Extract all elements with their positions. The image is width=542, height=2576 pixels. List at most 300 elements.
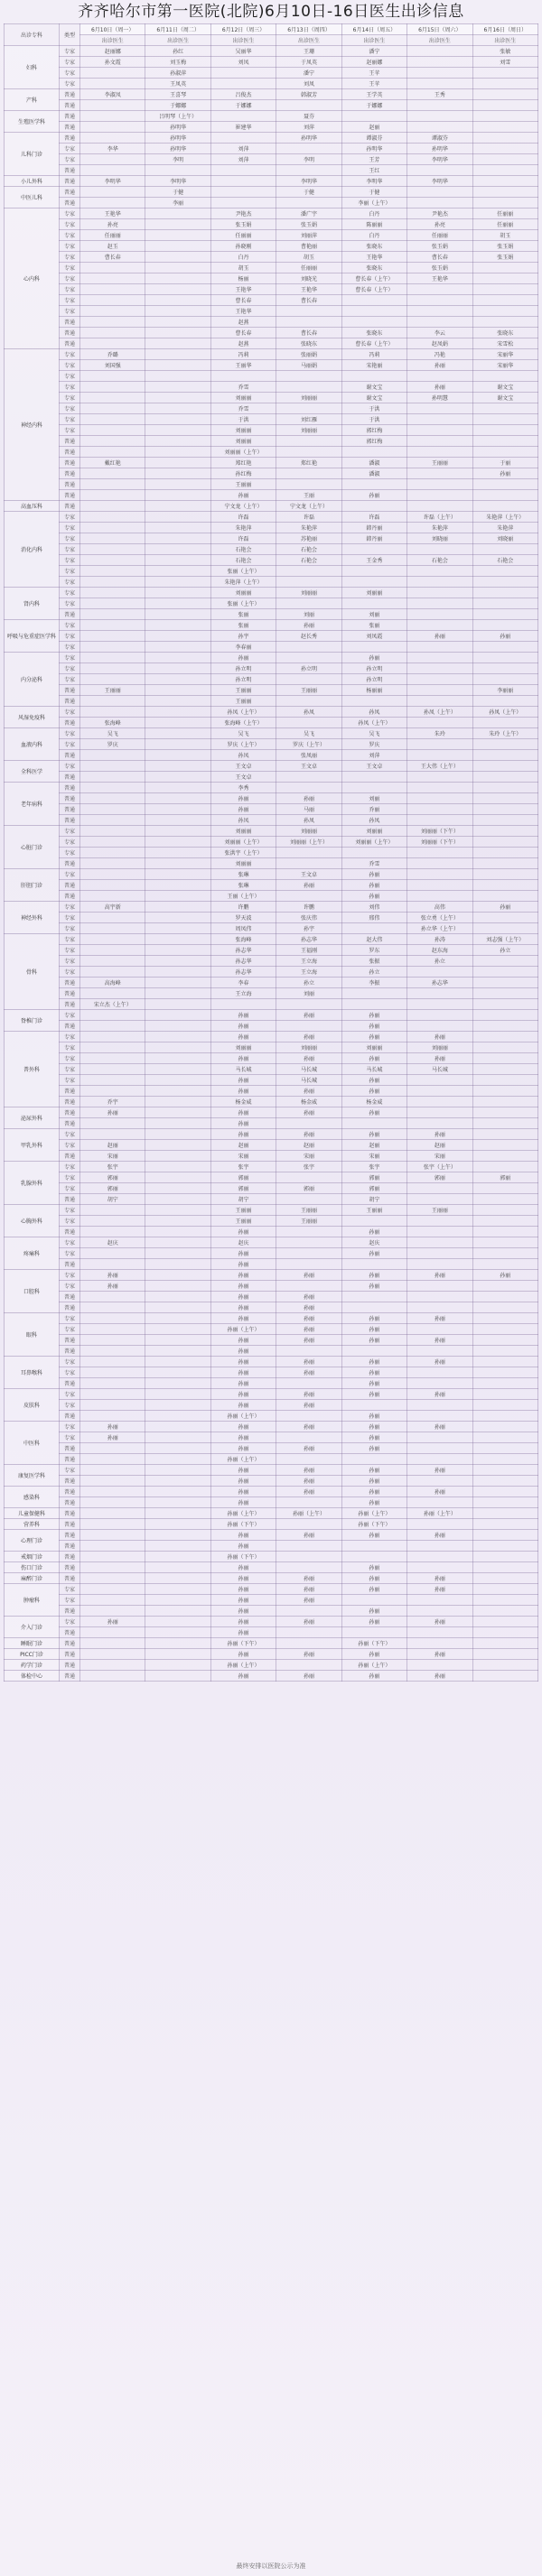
doctor-cell: 赵丽 — [341, 1140, 406, 1151]
dept-cell: 中医儿科 — [5, 187, 60, 208]
doctor-cell — [80, 598, 145, 609]
doctor-cell: 刘丽丽 — [210, 436, 276, 447]
doctor-cell — [80, 967, 145, 978]
doctor-cell: 马长城 — [341, 1064, 406, 1075]
doctor-cell — [145, 685, 210, 696]
doctor-cell: 孙立 — [472, 945, 537, 956]
doctor-cell: 任丽丽 — [210, 230, 276, 241]
doctor-cell — [341, 696, 406, 707]
doctor-cell — [145, 1324, 210, 1335]
doctor-cell — [472, 1248, 537, 1259]
doctor-cell: 刘丽丽 — [210, 858, 276, 869]
type-cell: 专家 — [60, 1313, 80, 1324]
doctor-cell — [472, 1541, 537, 1552]
table-row — [5, 1097, 538, 1107]
doctor-cell: 孙丽 — [341, 1129, 406, 1140]
doctor-cell: 孙丽 — [341, 1497, 406, 1508]
doctor-cell — [210, 187, 276, 198]
doctor-cell: 张琳 — [210, 869, 276, 880]
doctor-cell: 孙丽 — [341, 1335, 406, 1346]
doctor-cell: 孙立华（上午） — [407, 923, 472, 934]
doctor-cell: 白丹 — [210, 252, 276, 263]
doctor-cell: 刘丽丽 — [276, 588, 341, 598]
doctor-cell: 于健 — [341, 187, 406, 198]
doctor-cell: 孙丽（下午） — [341, 1638, 406, 1649]
doctor-cell — [472, 1313, 537, 1324]
type-cell: 普通 — [60, 1021, 80, 1032]
doctor-cell — [407, 696, 472, 707]
doctor-cell: 孙立 — [276, 978, 341, 988]
doctor-cell: 罗庆 — [341, 739, 406, 750]
type-cell: 专家 — [60, 1053, 80, 1064]
table-row — [5, 1627, 538, 1638]
type-cell: 专家 — [60, 1075, 80, 1086]
doctor-cell: 孙丽（上午） — [407, 1508, 472, 1519]
doctor-cell — [472, 1660, 537, 1671]
doctor-cell — [472, 414, 537, 425]
doctor-cell — [276, 1281, 341, 1292]
doctor-cell: 孙志华 — [276, 934, 341, 945]
doctor-cell: 孙凤 — [210, 815, 276, 826]
type-cell: 专家 — [60, 674, 80, 685]
doctor-cell: 王文卓 — [341, 761, 406, 772]
doctor-cell — [472, 956, 537, 967]
doctor-cell — [472, 263, 537, 273]
doctor-cell: 谢文宝 — [341, 393, 406, 403]
doctor-cell — [80, 533, 145, 544]
doctor-cell: 张丽娟 — [276, 349, 341, 360]
day-header: 6月14日（周五） — [341, 24, 406, 35]
doctor-cell: 张宇 — [276, 1162, 341, 1172]
doctor-cell — [407, 403, 472, 414]
doctor-cell — [407, 1497, 472, 1508]
type-cell: 专家 — [60, 79, 80, 89]
dept-cell: 皮肤科 — [5, 1389, 60, 1422]
doctor-cell: 潘淑 — [341, 468, 406, 479]
table-row — [5, 1411, 538, 1422]
doctor-cell — [145, 826, 210, 837]
type-cell: 普通 — [60, 187, 80, 198]
doctor-cell — [80, 1032, 145, 1042]
table-row — [5, 263, 538, 273]
doctor-cell: 罗天波 — [210, 913, 276, 923]
doctor-cell — [80, 653, 145, 663]
day-header: 6月11日（周二） — [145, 24, 210, 35]
table-row — [5, 1302, 538, 1313]
table-row — [5, 902, 538, 913]
doctor-cell — [210, 111, 276, 122]
doctor-cell — [472, 1227, 537, 1237]
doctor-cell — [472, 653, 537, 663]
doctor-cell: 朱玲 — [407, 728, 472, 739]
table-row — [5, 674, 538, 685]
doctor-cell: 孙丽（下午） — [341, 1519, 406, 1530]
doctor-cell — [145, 1151, 210, 1162]
doctor-cell — [341, 923, 406, 934]
doctor-cell: 孙晓刚 — [210, 241, 276, 252]
doctor-cell — [472, 1118, 537, 1129]
doctor-cell — [145, 772, 210, 783]
doctor-cell: 刘凤 — [276, 79, 341, 89]
table-row — [5, 371, 538, 382]
doctor-cell — [276, 317, 341, 328]
header-row — [5, 24, 538, 35]
doctor-cell — [472, 1573, 537, 1584]
doctor-cell — [472, 100, 537, 111]
table-row — [5, 1552, 538, 1562]
day-header: 6月12日（周三） — [210, 24, 276, 35]
doctor-cell — [472, 761, 537, 772]
table-row — [5, 1660, 538, 1671]
type-cell: 普通 — [60, 1411, 80, 1422]
doctor-cell: 孙丽（上午） — [210, 1324, 276, 1335]
table-row — [5, 133, 538, 144]
doctor-cell — [407, 988, 472, 999]
doctor-cell: 任丽丽 — [472, 219, 537, 230]
doctor-cell — [472, 154, 537, 165]
doctor-cell: 张洪宇（上午） — [210, 848, 276, 858]
doctor-cell — [145, 1573, 210, 1584]
doctor-cell — [80, 1259, 145, 1270]
doctor-cell — [407, 642, 472, 653]
doctor-cell: 白丹 — [341, 208, 406, 219]
doctor-cell: 孙丽（下午） — [210, 1552, 276, 1562]
doctor-cell: 孙丽（下午） — [210, 1638, 276, 1649]
doctor-cell — [80, 837, 145, 848]
dept-cell: 老年病科 — [5, 783, 60, 826]
doctor-cell — [341, 544, 406, 555]
doctor-cell: 于娜娜 — [145, 100, 210, 111]
doctor-cell: 许磊 — [341, 512, 406, 523]
doctor-cell: 孙丽 — [210, 1129, 276, 1140]
doctor-cell: 孙丽 — [210, 1367, 276, 1378]
doctor-cell: 赵凤娟 — [407, 338, 472, 349]
type-cell: 专家 — [60, 967, 80, 978]
table-row — [5, 403, 538, 414]
doctor-cell: 孙丽 — [210, 1010, 276, 1021]
type-cell: 普通 — [60, 1443, 80, 1454]
doctor-cell: 赵庆 — [341, 1237, 406, 1248]
doctor-cell — [407, 1324, 472, 1335]
doctor-cell — [145, 1562, 210, 1573]
dept-cell: 小儿外科 — [5, 176, 60, 187]
doctor-cell: 宋立杰（上午） — [80, 999, 145, 1010]
doctor-cell — [341, 566, 406, 577]
table-row — [5, 79, 538, 89]
type-cell: 普通 — [60, 1649, 80, 1660]
dept-cell: 睡眠门诊 — [5, 1638, 60, 1649]
doctor-cell — [276, 1259, 341, 1270]
doctor-cell — [80, 490, 145, 501]
doctor-cell: 胡玉 — [472, 230, 537, 241]
table-row — [5, 1292, 538, 1302]
doctor-cell: 刘志强（上午） — [472, 934, 537, 945]
doctor-cell — [407, 295, 472, 306]
doctor-cell: 孙丽 — [407, 1573, 472, 1584]
table-row — [5, 1324, 538, 1335]
doctor-cell: 孙丽 — [341, 1281, 406, 1292]
doctor-cell — [407, 869, 472, 880]
doctor-cell — [472, 1292, 537, 1302]
doctor-cell: 白丹 — [341, 230, 406, 241]
doctor-cell: 孙丽 — [276, 1292, 341, 1302]
doctor-cell: 李春丽 — [210, 642, 276, 653]
table-row — [5, 1519, 538, 1530]
doctor-cell — [80, 1454, 145, 1465]
doctor-cell — [145, 728, 210, 739]
doctor-cell — [407, 187, 472, 198]
doctor-cell — [407, 967, 472, 978]
doctor-cell: 石艳会 — [276, 555, 341, 566]
doctor-cell: 刘丽丽 — [276, 1042, 341, 1053]
doctor-cell — [80, 1497, 145, 1508]
doctor-cell — [145, 642, 210, 653]
doctor-cell: 孙丽 — [407, 1357, 472, 1367]
table-row — [5, 1671, 538, 1682]
table-row — [5, 219, 538, 230]
doctor-cell: 孙凤 — [341, 815, 406, 826]
doctor-cell — [472, 815, 537, 826]
type-cell: 专家 — [60, 663, 80, 674]
doctor-cell — [276, 447, 341, 458]
table-row — [5, 1086, 538, 1097]
doctor-cell: 张玉娟 — [210, 219, 276, 230]
doctor-cell: 曹长春 — [276, 295, 341, 306]
doctor-cell — [145, 1378, 210, 1389]
doctor-cell — [80, 468, 145, 479]
doctor-cell — [80, 306, 145, 317]
table-row — [5, 826, 538, 837]
type-cell: 专家 — [60, 642, 80, 653]
doctor-cell: 张丽 — [210, 609, 276, 620]
table-row — [5, 1075, 538, 1086]
doctor-cell: 张丽 — [210, 620, 276, 631]
doctor-cell: 刘玉梅 — [145, 57, 210, 68]
doctor-cell: 孙丽 — [276, 1086, 341, 1097]
doctor-cell: 乔雪 — [210, 382, 276, 393]
doctor-cell — [407, 674, 472, 685]
type-cell: 专家 — [60, 620, 80, 631]
doctor-cell: 张海峰（上午） — [210, 718, 276, 728]
dept-cell: 脊椎门诊 — [5, 1010, 60, 1032]
dept-cell: 戒烟门诊 — [5, 1552, 60, 1562]
doctor-cell: 孙丽 — [210, 1346, 276, 1357]
doctor-cell: 孙丽 — [210, 1671, 276, 1682]
doctor-cell: 孙丽 — [341, 1476, 406, 1487]
doctor-cell — [341, 1216, 406, 1227]
type-cell: 普通 — [60, 1530, 80, 1541]
doctor-cell — [145, 1042, 210, 1053]
doctor-cell: 孙丽 — [276, 1270, 341, 1281]
table-row — [5, 1649, 538, 1660]
doctor-cell — [145, 1476, 210, 1487]
doctor-cell — [145, 663, 210, 674]
table-row — [5, 793, 538, 804]
doctor-cell: 许磊 — [210, 533, 276, 544]
doctor-cell: 王金秀 — [341, 555, 406, 566]
doctor-cell — [145, 1237, 210, 1248]
doctor-cell — [80, 1324, 145, 1335]
doctor-cell: 王丽丽 — [407, 1205, 472, 1216]
type-cell: 普通 — [60, 479, 80, 490]
doctor-cell — [80, 187, 145, 198]
doctor-cell: 孙丽 — [276, 1010, 341, 1021]
doctor-cell — [80, 1042, 145, 1053]
doctor-cell: 聂芬 — [276, 111, 341, 122]
doctor-cell — [472, 544, 537, 555]
doctor-cell: 孙丽 — [341, 1313, 406, 1324]
doctor-cell: 孙丽 — [210, 1400, 276, 1411]
table-row — [5, 447, 538, 458]
table-row — [5, 1259, 538, 1270]
doctor-cell — [341, 598, 406, 609]
doctor-cell: 刘国强 — [80, 360, 145, 371]
doctor-cell — [407, 1346, 472, 1357]
doctor-cell: 刘萍 — [210, 144, 276, 154]
doctor-cell: 王艳华 — [276, 284, 341, 295]
doctor-cell — [407, 750, 472, 761]
doctor-cell — [472, 1530, 537, 1541]
doctor-cell — [80, 988, 145, 999]
doctor-cell: 孙丽 — [210, 1432, 276, 1443]
dept-cell: 甲乳外科 — [5, 1129, 60, 1162]
doctor-cell: 王艳华 — [341, 252, 406, 263]
doctor-cell: 李华 — [80, 144, 145, 154]
type-header: 类型 — [60, 24, 80, 46]
doctor-cell — [276, 1454, 341, 1465]
doctor-cell: 朱艳萍 — [472, 523, 537, 533]
table-row — [5, 1465, 538, 1476]
type-cell: 专家 — [60, 566, 80, 577]
doctor-cell: 吕俊杰 — [210, 89, 276, 100]
doctor-cell — [80, 858, 145, 869]
doctor-cell — [145, 1107, 210, 1118]
doctor-cell — [80, 1487, 145, 1497]
doctor-cell — [145, 1010, 210, 1021]
doctor-cell — [145, 653, 210, 663]
doctor-cell: 胡宁 — [80, 1194, 145, 1205]
doctor-cell — [80, 1443, 145, 1454]
doctor-cell — [472, 306, 537, 317]
type-cell: 专家 — [60, 1595, 80, 1606]
type-cell: 专家 — [60, 1584, 80, 1595]
table-row — [5, 1205, 538, 1216]
doctor-cell: 刘丽萍 — [276, 230, 341, 241]
doctor-cell: 孙丽 — [210, 1335, 276, 1346]
doctor-cell: 孙凤 — [341, 707, 406, 718]
table-row — [5, 956, 538, 967]
doctor-cell: 韩淑芳 — [276, 89, 341, 100]
doctor-cell: 宁文龙（上午） — [276, 501, 341, 512]
doctor-cell: 孙丽 — [472, 631, 537, 642]
doctor-cell: 孙丽（上午） — [210, 1660, 276, 1671]
doctor-cell: 孙丽 — [341, 490, 406, 501]
doctor-cell — [80, 393, 145, 403]
doctor-cell — [80, 317, 145, 328]
doctor-cell: 孙丽 — [210, 1497, 276, 1508]
doctor-cell — [472, 1086, 537, 1097]
type-cell: 普通 — [60, 1573, 80, 1584]
type-cell: 专家 — [60, 306, 80, 317]
doctor-cell: 李明华 — [145, 176, 210, 187]
doctor-cell: 刘丽丽 — [341, 826, 406, 837]
doctor-cell: 孙丽 — [276, 1476, 341, 1487]
doctor-cell: 许磊 — [210, 512, 276, 523]
doctor-cell: 杨丽 — [210, 273, 276, 284]
doctor-cell — [407, 1248, 472, 1259]
doctor-cell — [145, 609, 210, 620]
doctor-cell — [472, 403, 537, 414]
doctor-cell: 曹长春 — [210, 295, 276, 306]
doctor-cell — [80, 1660, 145, 1671]
table-row — [5, 479, 538, 490]
doctor-cell — [80, 848, 145, 858]
doctor-cell: 孙凤（上午） — [407, 707, 472, 718]
doctor-cell: 李明华 — [276, 176, 341, 187]
doctor-cell: 刘丽丽 — [276, 425, 341, 436]
doctor-cell — [80, 1313, 145, 1324]
type-cell: 专家 — [60, 1400, 80, 1411]
table-row — [5, 1638, 538, 1649]
doctor-cell — [145, 1205, 210, 1216]
doctor-cell — [80, 403, 145, 414]
doctor-cell: 郑红艳 — [210, 458, 276, 468]
doctor-cell: 杨丽丽 — [341, 685, 406, 696]
doctor-cell: 孙明华 — [145, 144, 210, 154]
table-row — [5, 1172, 538, 1183]
doctor-cell: 赵丽 — [276, 1140, 341, 1151]
doctor-cell — [145, 1584, 210, 1595]
doctor-cell — [80, 707, 145, 718]
doctor-cell: 孙丽 — [341, 1443, 406, 1454]
type-cell: 普通 — [60, 772, 80, 783]
doctor-cell — [407, 1552, 472, 1562]
doctor-cell — [145, 533, 210, 544]
doctor-cell — [276, 674, 341, 685]
type-cell: 普通 — [60, 1541, 80, 1552]
doctor-cell — [407, 1183, 472, 1194]
doctor-cell — [145, 263, 210, 273]
doctor-cell: 孙丽 — [210, 1595, 276, 1606]
doctor-cell — [472, 1335, 537, 1346]
doctor-cell — [472, 1649, 537, 1660]
doctor-cell: 孙丽 — [407, 1032, 472, 1042]
doctor-cell: 孙丽 — [80, 1107, 145, 1118]
type-cell: 专家 — [60, 923, 80, 934]
doctor-cell — [80, 1053, 145, 1064]
table-row — [5, 284, 538, 295]
doctor-cell: 刘红雁 — [276, 414, 341, 425]
doctor-cell: 郭丽 — [407, 1172, 472, 1183]
doctor-cell — [145, 284, 210, 295]
doctor-cell — [407, 858, 472, 869]
doctor-cell — [472, 663, 537, 674]
doctor-cell — [145, 1617, 210, 1627]
doctor-cell — [472, 1237, 537, 1248]
doctor-cell — [341, 1259, 406, 1270]
type-cell: 专家 — [60, 68, 80, 79]
table-row — [5, 57, 538, 68]
doctor-cell: 张丽（上午） — [210, 566, 276, 577]
type-cell: 普通 — [60, 468, 80, 479]
doctor-cell: 孙立明 — [210, 663, 276, 674]
doctor-cell — [145, 978, 210, 988]
doctor-cell — [80, 934, 145, 945]
doctor-cell — [145, 382, 210, 393]
doctor-cell: 谭淑芬 — [341, 133, 406, 144]
doctor-cell: 王丽丽 — [407, 458, 472, 468]
doctor-cell — [80, 295, 145, 306]
